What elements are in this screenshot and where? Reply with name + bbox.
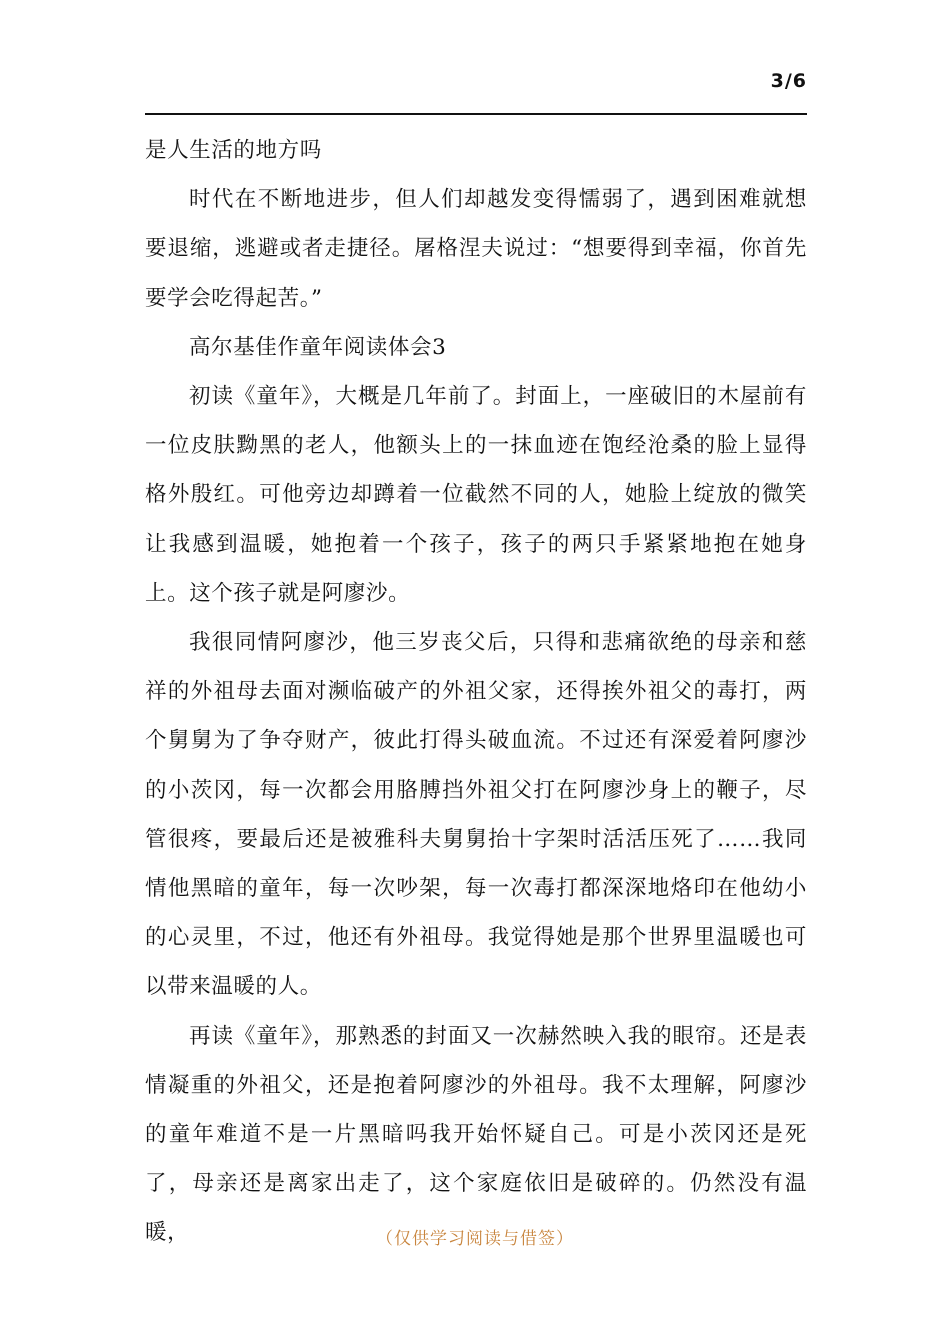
paragraph: 时代在不断地进步，但人们却越发变得懦弱了，遇到困难就想要退缩，逃避或者走捷径。屠格涅夫说过：“想要得到幸福，你首先要学会吃得起苦。” — [145, 187, 807, 311]
document-body — [145, 126, 807, 1258]
section-heading: 高尔基佳作童年阅读体会3 — [189, 334, 447, 360]
paragraph: 是人生活的地方吗 — [145, 138, 322, 163]
paragraph: 再读《童年》，那熟悉的封面又一次赫然映入我的眼帘。还是表情凝重的外祖父，还是抱着阿廖沙的外祖母。我不太理解，阿廖沙的童年难道不是一片黑暗吗我开始怀疑自己。可是小茨冈还是死了，母亲还是离家出走了，这个家庭依旧是破碎的。仍然没有温暖， — [145, 1023, 807, 1246]
page-number: 3/6 — [770, 70, 807, 92]
paragraph: 初读《童年》，大概是几年前了。封面上，一座破旧的木屋前有一位皮肤黝黑的老人，他额头上的一抹血迹在饱经沧桑的脸上显得格外殷红。可他旁边却蹲着一位截然不同的人，她脸上绽放的微笑让我感到温暖，她抱着一个孩子，孩子的两只手紧紧地抱在她身上。这个孩子就是阿廖沙。 — [145, 384, 807, 606]
header-divider — [145, 113, 807, 115]
footer-note: （仅供学习阅读与借签） — [376, 1229, 574, 1249]
paragraph: 我很同情阿廖沙，他三岁丧父后，只得和悲痛欲绝的母亲和慈祥的外祖母去面对濒临破产的外祖父家，还得挨外祖父的毒打，两个舅舅为了争夺财产，彼此打得头破血流。不过还有深爱着阿廖沙的小茨冈，每一次都会用胳膊挡外祖父打在阿廖沙身上的鞭子，尽管很疼，要最后还是被雅科夫舅舅抬十字架时活活压死了……我同情他黑暗的童年，每一次吵架，每一次毒打都深深地烙印在他幼小的心灵里，不过，他还有外祖母。我觉得她是那个世界里温暖也可以带来温暖的人。 — [145, 630, 807, 1000]
